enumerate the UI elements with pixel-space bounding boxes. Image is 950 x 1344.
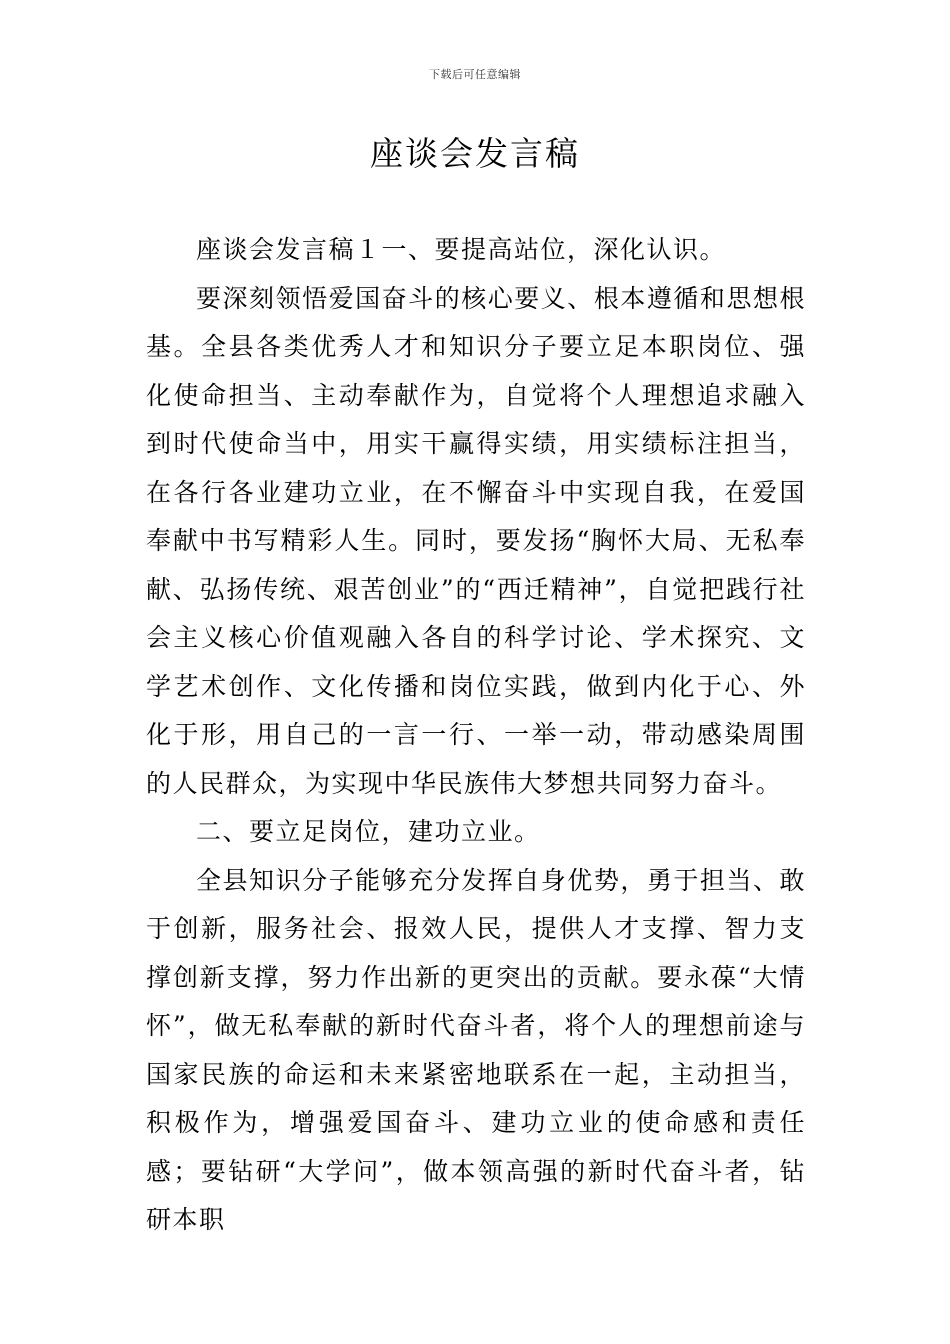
document-title: 座谈会发言稿 bbox=[370, 134, 580, 173]
paragraph-section-two: 全县知识分子能够充分发挥自身优势，勇于担当、敢于创新，服务社会、报效人民，提供人才支撑、智力支撑创新支撑，努力作出新的更突出的贡献。要永葆“大情怀”，做无私奉献的新时代奋斗者，将个人的理想前途与国家民族的命运和未来紧密地联系在一起，主动担当，积极作为，增强爱国奋斗、建功立业的使命感和责任感；要钻研“大学问”，做本领高强的新时代奋斗者，钻研本职 bbox=[146, 865, 806, 1234]
header-note: 下载后可任意编辑 bbox=[429, 68, 521, 81]
paragraph-heading-two: 二、要立足岗位，建功立业。 bbox=[196, 817, 541, 846]
document-body bbox=[146, 226, 806, 1245]
paragraph-intro: 座谈会发言稿１一、要提高站位，深化认识。 bbox=[196, 235, 727, 264]
paragraph-section-one: 要深刻领悟爱国奋斗的核心要义、根本遵循和思想根基。全县各类优秀人才和知识分子要立足本职岗位、强化使命担当、主动奉献作为，自觉将个人理想追求融入到时代使命当中，用实干赢得实绩，用实绩标注担当，在各行各业建功立业，在不懈奋斗中实现自我，在爱国奉献中书写精彩人生。同时，要发扬“胸怀大局、无私奉献、弘扬传统、艰苦创业”的“西迁精神”，自觉把践行社会主义核心价值观融入各自的科学讨论、学术探究、文学艺术创作、文化传播和岗位实践，做到内化于心、外化于形，用自己的一言一行、一举一动，带动感染周围的人民群众，为实现中华民族伟大梦想共同努力奋斗。 bbox=[146, 283, 806, 798]
